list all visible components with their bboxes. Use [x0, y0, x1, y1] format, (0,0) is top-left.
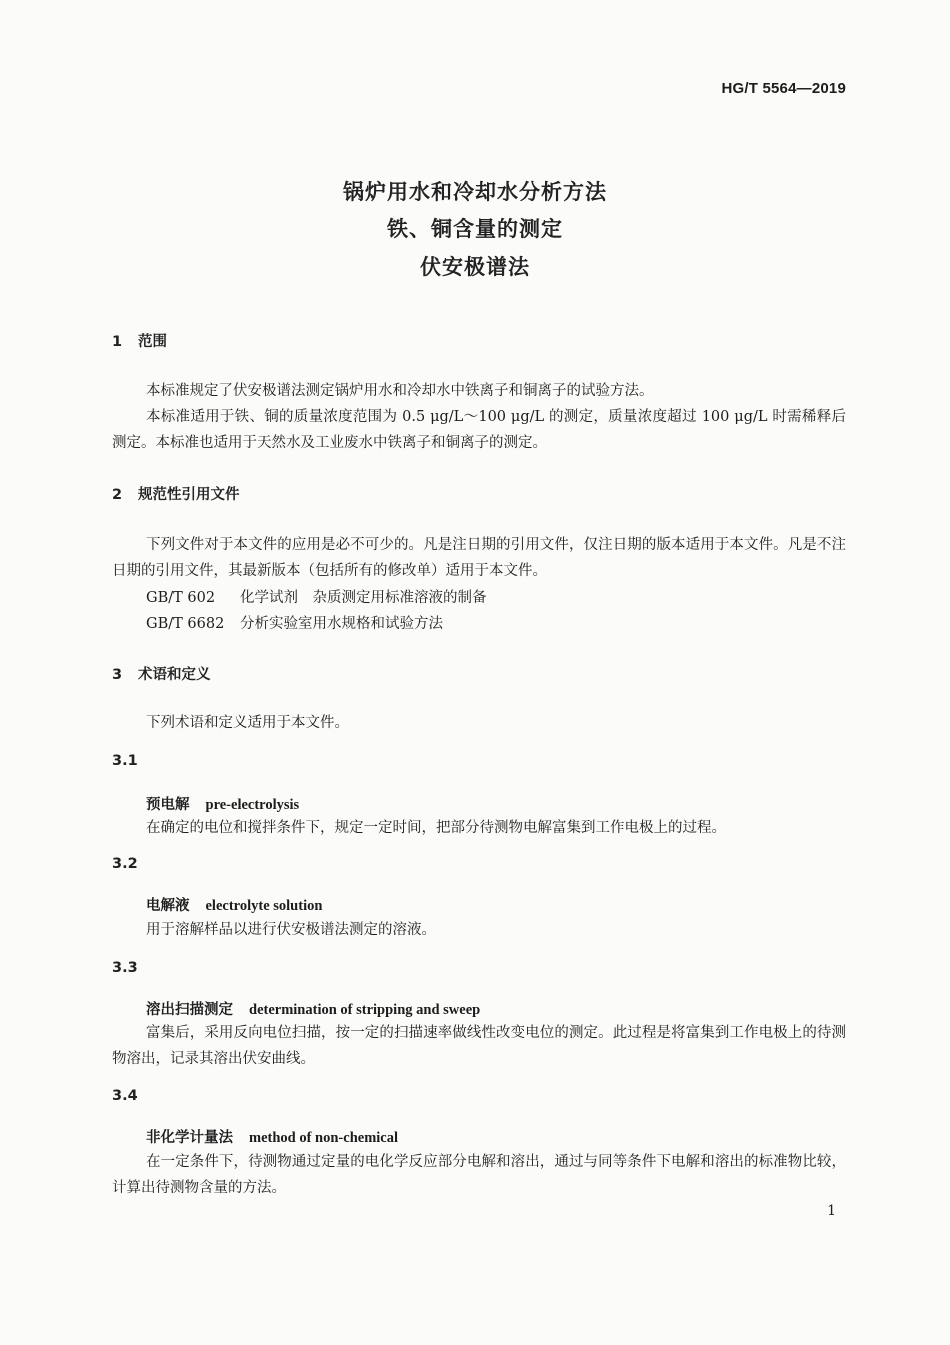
section-3-number: 3 [112, 667, 123, 683]
section-1-title: 范围 [138, 334, 167, 350]
term-3-1-name [146, 793, 299, 814]
term-3-2-name [146, 894, 322, 915]
section-3-paragraph-1: 下列术语和定义适用于本文件。 [146, 715, 349, 731]
section-1-paragraph-2: 本标准适用于铁、铜的质量浓度范围为 0.5 μg/L～100 μg/L 的测定，质量浓度超过 100 μg/L 时需稀释后测定。本标准也适用于天然水及工业废水中铁离子和铜离子的测定。 [112, 409, 846, 451]
reference-title: 分析实验室用水规格和试验方法 [240, 616, 443, 632]
page-number: 1 [827, 1203, 836, 1219]
section-1-paragraph-1: 本标准规定了伏安极谱法测定锅炉用水和冷却水中铁离子和铜离子的试验方法。 [146, 383, 654, 399]
section-2-paragraph-1: 下列文件对于本文件的应用是必不可少的。凡是注日期的引用文件，仅注日期的版本适用于本文件。凡是不注日期的引用文件，其最新版本（包括所有的修改单）适用于本文件。 [112, 537, 846, 579]
title-line-1: 锅炉用水和冷却水分析方法 [343, 180, 607, 204]
reference-title: 化学试剂 杂质测定用标准溶液的制备 [240, 590, 487, 606]
term-3-1-definition: 在确定的电位和搅拌条件下，规定一定时间，把部分待测物电解富集到工作电极上的过程。 [146, 820, 726, 836]
normative-reference [146, 586, 487, 607]
section-1-heading [112, 330, 167, 351]
section-1-number: 1 [112, 334, 123, 350]
term-3-3-number: 3.3 [112, 960, 138, 976]
term-zh: 电解液 [146, 898, 190, 914]
section-2-heading [112, 483, 240, 504]
term-zh: 预电解 [146, 797, 190, 813]
term-3-4-definition: 在一定条件下，待测物通过定量的电化学反应部分电解和溶出，通过与同等条件下电解和溶出的标准物比较，计算出待测物含量的方法。 [112, 1154, 846, 1196]
term-3-2-number: 3.2 [112, 856, 138, 872]
section-3-heading [112, 663, 211, 684]
term-en: pre-electrolysis [205, 797, 300, 813]
term-3-4-number: 3.4 [112, 1088, 138, 1104]
term-zh: 溶出扫描测定 [146, 1002, 233, 1018]
reference-code: GB/T 602 [146, 590, 216, 606]
title-line-3: 伏安极谱法 [420, 255, 530, 279]
term-en: electrolyte solution [205, 898, 323, 914]
section-2-title: 规范性引用文件 [138, 487, 240, 503]
section-3-title: 术语和定义 [138, 667, 211, 683]
title-line-2: 铁、铜含量的测定 [387, 217, 563, 241]
term-zh: 非化学计量法 [146, 1130, 233, 1146]
reference-code: GB/T 6682 [146, 616, 225, 632]
term-en: method of non-chemical [249, 1130, 399, 1146]
normative-reference [146, 612, 443, 633]
term-3-3-name [146, 998, 480, 1019]
term-3-4-name [146, 1126, 398, 1147]
term-en: determination of stripping and sweep [249, 1002, 481, 1018]
term-3-2-definition: 用于溶解样品以进行伏安极谱法测定的溶液。 [146, 922, 436, 938]
term-3-3-definition: 富集后，采用反向电位扫描，按一定的扫描速率做线性改变电位的测定。此过程是将富集到工作电极上的待测物溶出，记录其溶出伏安曲线。 [112, 1025, 846, 1067]
standard-code: HG/T 5564—2019 [721, 80, 846, 97]
term-3-1-number: 3.1 [112, 753, 138, 769]
section-2-number: 2 [112, 487, 123, 503]
